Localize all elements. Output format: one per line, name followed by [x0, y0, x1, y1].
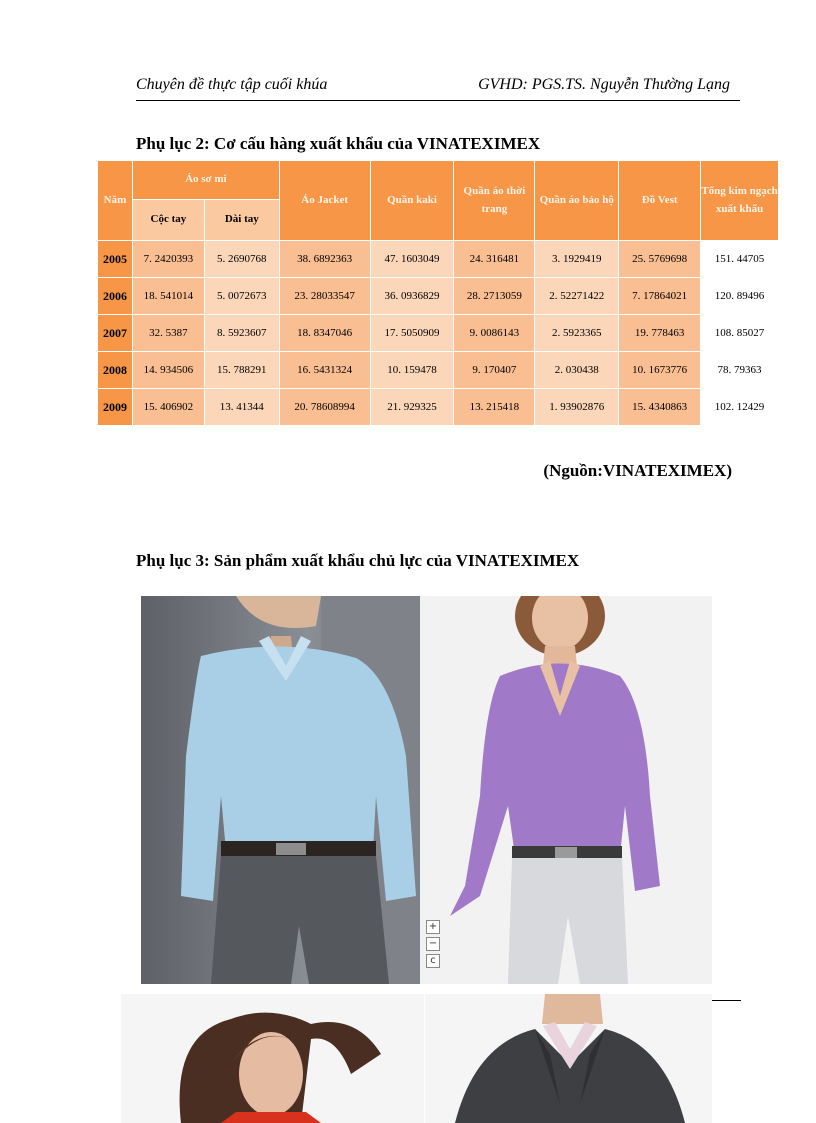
cell-total: 78. 79363: [701, 352, 779, 389]
col-shirt-group: Áo sơ mi: [132, 161, 279, 200]
cell-protective: 2. 5923365: [535, 315, 619, 352]
cell-protective: 2. 52271422: [535, 278, 619, 315]
col-long-sleeve: Dài tay: [204, 200, 279, 241]
cell-short-sleeve: 15. 406902: [132, 389, 204, 426]
cell-total: 102. 12429: [701, 389, 779, 426]
col-year: Năm: [98, 161, 133, 241]
row-year: 2009: [98, 389, 133, 426]
cell-khaki: 10. 159478: [370, 352, 454, 389]
cell-short-sleeve: 14. 934506: [132, 352, 204, 389]
table-row: [98, 241, 779, 278]
photo-woman-red-top: [121, 994, 424, 1123]
cell-total: 151. 44705: [701, 241, 779, 278]
col-vest: Đồ Vest: [619, 161, 701, 241]
cell-vest: 25. 5769698: [619, 241, 701, 278]
cell-khaki: 36. 0936829: [370, 278, 454, 315]
cell-protective: 3. 1929419: [535, 241, 619, 278]
zoom-in-icon[interactable]: +: [426, 920, 440, 934]
cell-khaki: 47. 1603049: [370, 241, 454, 278]
photo-zoom-controls[interactable]: [426, 920, 440, 971]
cell-jacket: 18. 8347046: [279, 315, 370, 352]
header-supervisor: GVHD: PGS.TS. Nguyễn Thường Lạng: [478, 76, 730, 93]
cell-short-sleeve: 32. 5387: [132, 315, 204, 352]
cell-protective: 2. 030438: [535, 352, 619, 389]
table-row: [98, 389, 779, 426]
appendix-3-title: Phụ lục 3: Sản phẩm xuất khẩu chủ lực của VINATEXIMEX: [136, 551, 580, 570]
photo-woman-purple-shirt: [420, 596, 712, 984]
reset-zoom-icon[interactable]: c: [426, 954, 440, 968]
cell-short-sleeve: 7. 2420393: [132, 241, 204, 278]
cell-fashion: 24. 316481: [454, 241, 535, 278]
cell-total: 120. 89496: [701, 278, 779, 315]
cell-fashion: 13. 215418: [454, 389, 535, 426]
col-khaki: Quần kaki: [370, 161, 454, 241]
cell-fashion: 9. 170407: [454, 352, 535, 389]
cell-fashion: 28. 2713059: [454, 278, 535, 315]
export-structure-table: [97, 160, 779, 426]
row-year: 2007: [98, 315, 133, 352]
header-course-title: Chuyên đề thực tập cuối khúa: [136, 76, 328, 93]
row-year: 2005: [98, 241, 133, 278]
col-jacket: Áo Jacket: [279, 161, 370, 241]
zoom-out-icon[interactable]: −: [426, 937, 440, 951]
row-year: 2008: [98, 352, 133, 389]
cell-protective: 1. 93902876: [535, 389, 619, 426]
cell-khaki: 21. 929325: [370, 389, 454, 426]
cell-khaki: 17. 5050909: [370, 315, 454, 352]
table-row: [98, 315, 779, 352]
cell-vest: 10. 1673776: [619, 352, 701, 389]
col-fashion: Quần áo thời trang: [454, 161, 535, 241]
cell-vest: 7. 17864021: [619, 278, 701, 315]
cell-long-sleeve: 8. 5923607: [204, 315, 279, 352]
cell-total: 108. 85027: [701, 315, 779, 352]
col-total: Tổng kim ngạch xuất khẩu: [701, 161, 779, 241]
cell-vest: 15. 4340863: [619, 389, 701, 426]
cell-long-sleeve: 5. 2690768: [204, 241, 279, 278]
table-row: [98, 278, 779, 315]
table-row: [98, 352, 779, 389]
cell-fashion: 9. 0086143: [454, 315, 535, 352]
cell-jacket: 23. 28033547: [279, 278, 370, 315]
row-year: 2006: [98, 278, 133, 315]
cell-jacket: 38. 6892363: [279, 241, 370, 278]
cell-vest: 19. 778463: [619, 315, 701, 352]
page-header: [136, 74, 740, 101]
col-short-sleeve: Cộc tay: [132, 200, 204, 241]
cell-jacket: 16. 5431324: [279, 352, 370, 389]
cell-short-sleeve: 18. 541014: [132, 278, 204, 315]
cell-long-sleeve: 15. 788291: [204, 352, 279, 389]
cell-jacket: 20. 78608994: [279, 389, 370, 426]
table-source: (Nguồn:VINATEXIMEX): [543, 461, 732, 480]
cell-long-sleeve: 5. 0072673: [204, 278, 279, 315]
footer-rule: [712, 1000, 741, 1001]
photo-man-dark-suit: [425, 994, 712, 1123]
appendix-2-title: Phụ lục 2: Cơ cấu hàng xuất khẩu của VINATEXIMEX: [136, 134, 541, 153]
cell-long-sleeve: 13. 41344: [204, 389, 279, 426]
photo-man-blue-shirt: [141, 596, 420, 984]
col-protective: Quần áo bảo hộ: [535, 161, 619, 241]
